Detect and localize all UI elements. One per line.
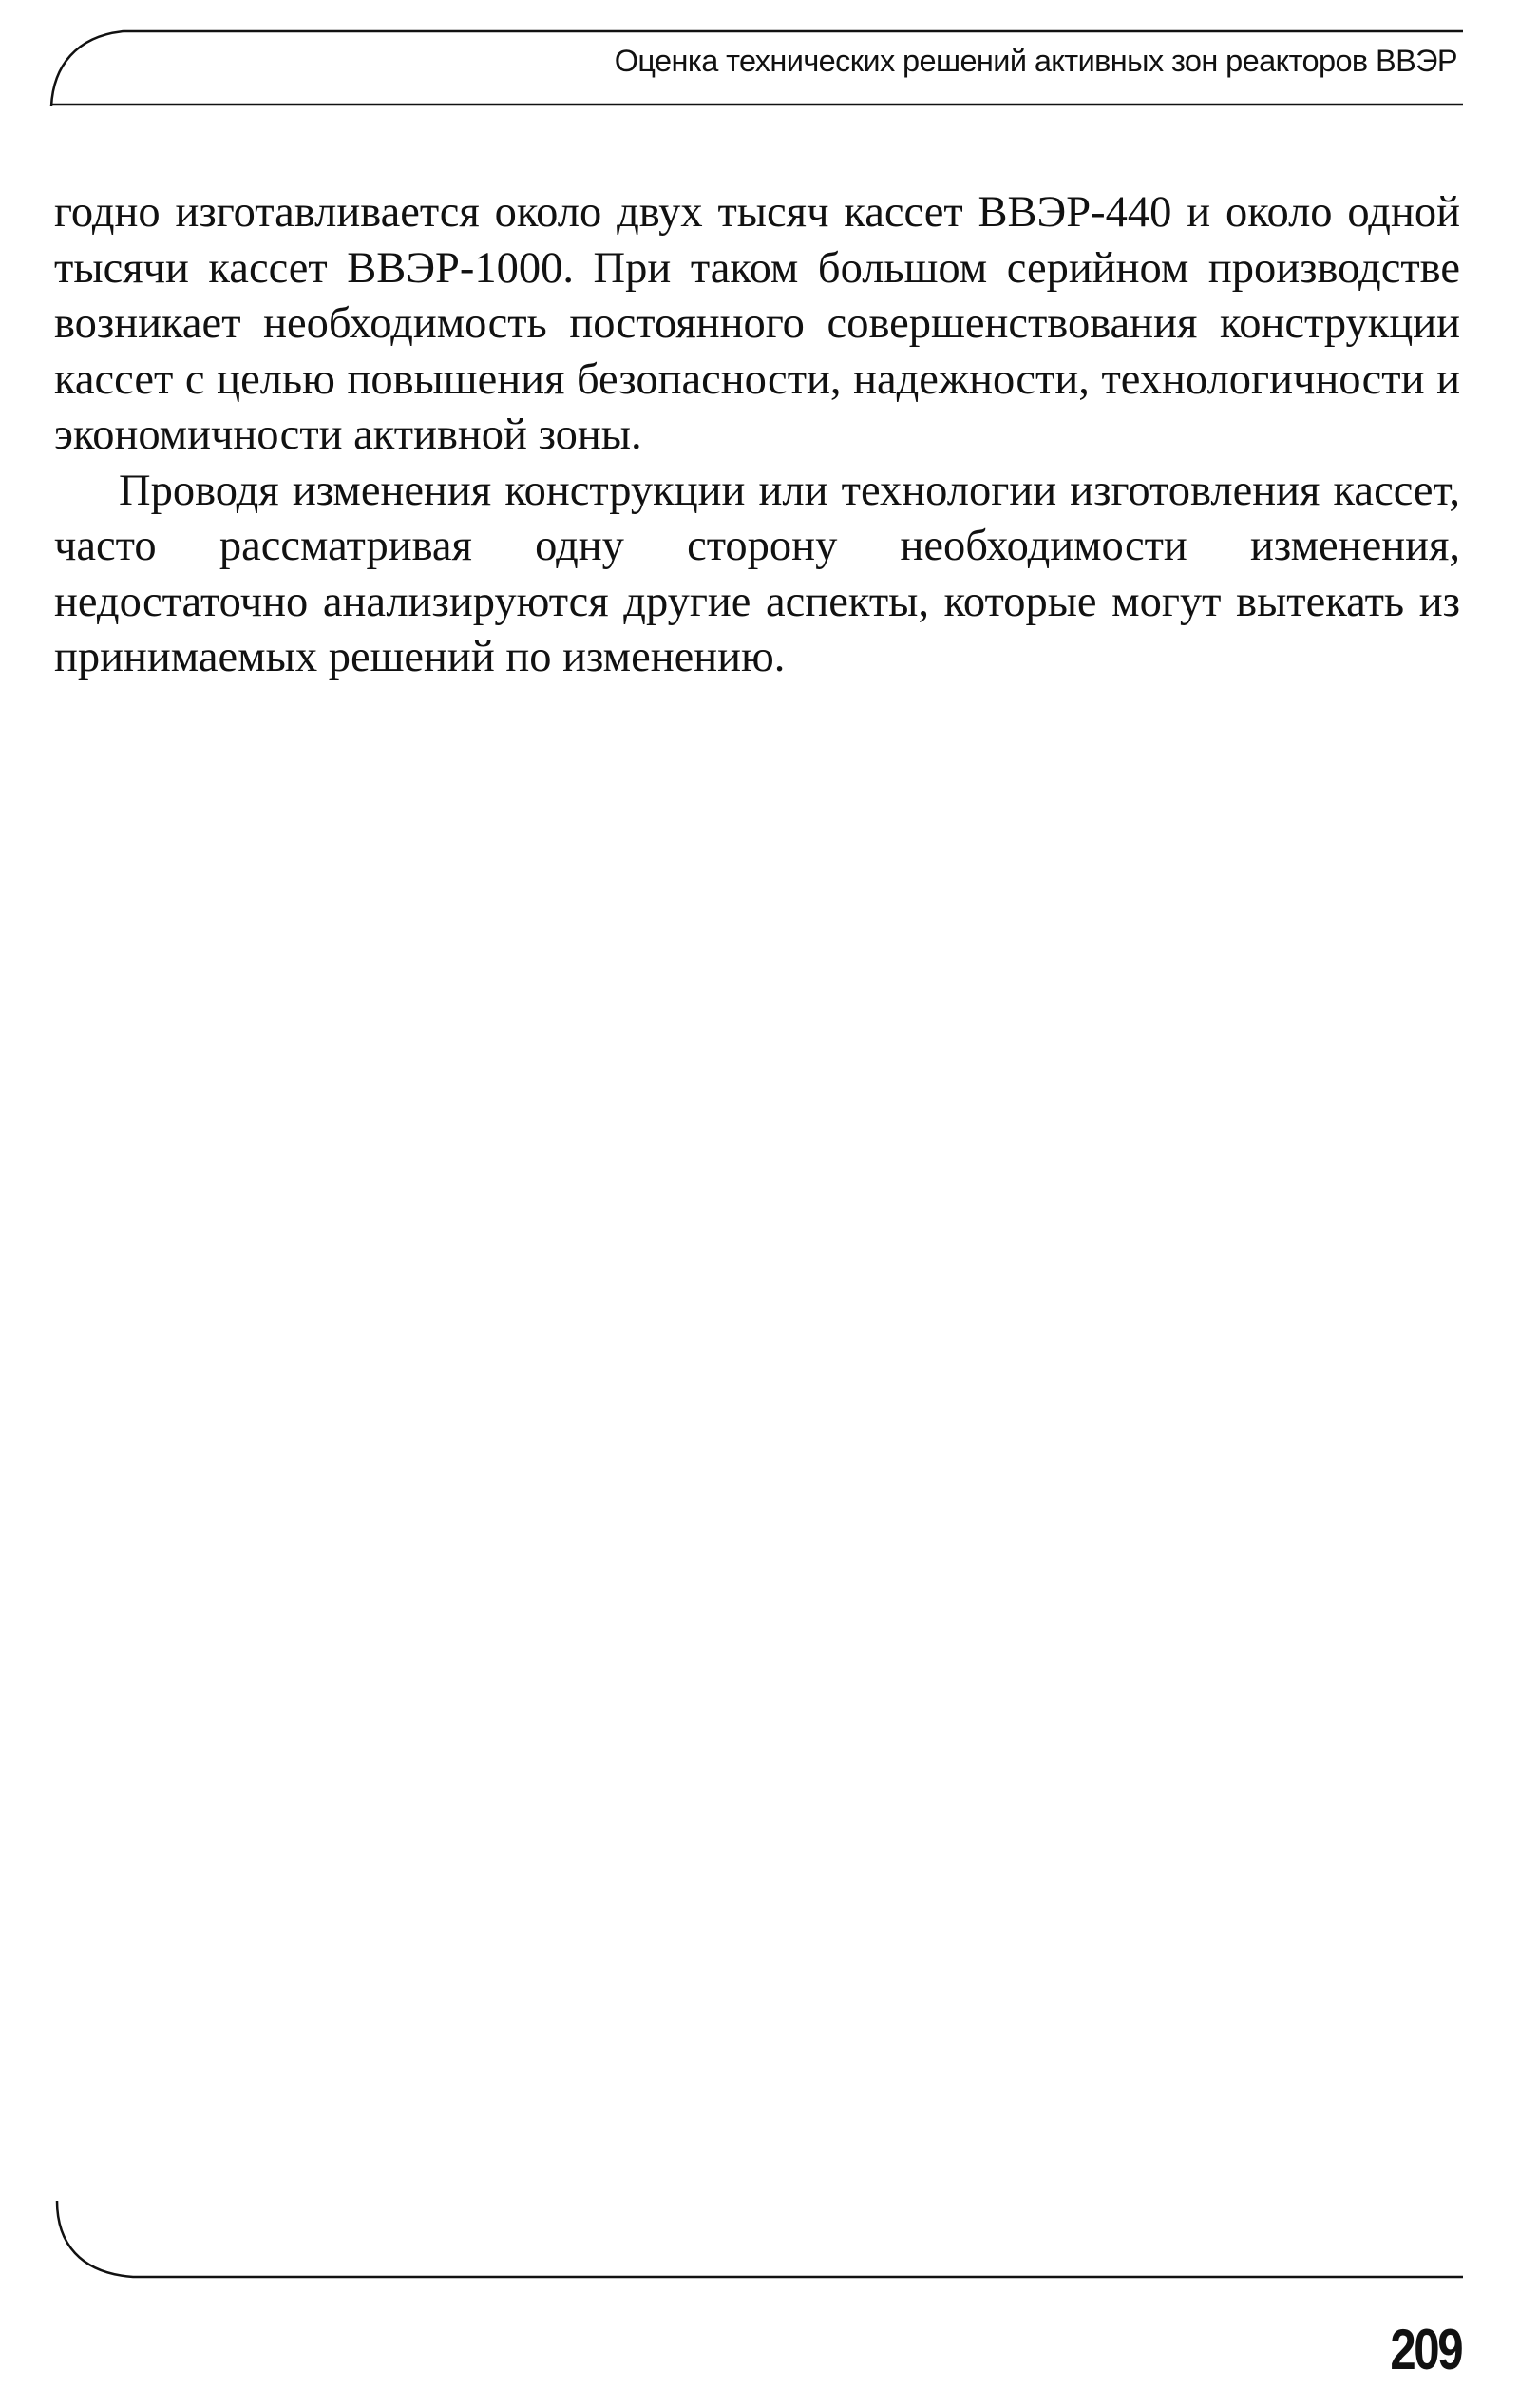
footer-rule [57, 2201, 1463, 2277]
body-text [54, 185, 1460, 686]
running-head-title: Оценка технических решений активных зон реакторов ВВЭР [614, 44, 1457, 78]
paragraph: годно изготавливается около двух тысяч кассет ВВЭР-440 и около одной тысячи кассет ВВЭР-1000. При таком большом серийном производстве возникает необходимость постоянного совершенствования конструкции кассет с целью повышения безопасности, надежности, технологичности и экономичности активной зоны. [54, 188, 1460, 459]
paragraph: Проводя изменения конструкции или технологии изготовления кассет, часто рассматривая одну сторону необходимости изменения, недостаточно анализируются другие аспекты, которые могут вытекать из принимаемых решений по изменению. [54, 466, 1460, 681]
page-number: 209 [1390, 2318, 1461, 2381]
